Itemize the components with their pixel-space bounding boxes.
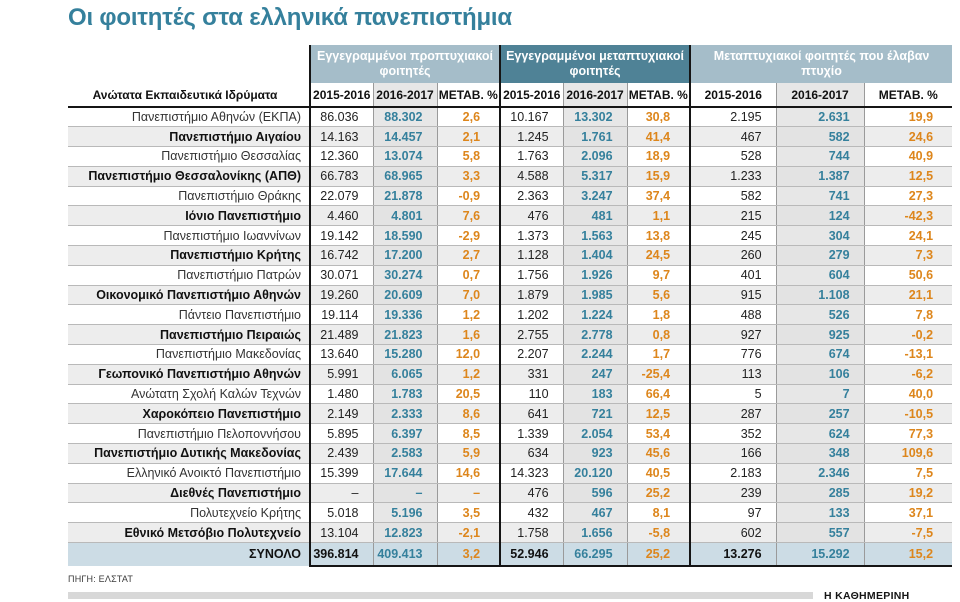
value-year2: –: [373, 483, 437, 503]
value-change-pct: 53,4: [627, 424, 690, 444]
value-change-pct: 8,1: [627, 503, 690, 523]
university-name: Πάντειο Πανεπιστήμιο: [68, 305, 310, 325]
value-year2: 20.120: [563, 463, 627, 483]
value-year2: 1.761: [563, 127, 627, 147]
value-year1: 528: [690, 147, 776, 167]
value-year2: 12.823: [373, 523, 437, 543]
table-row: [68, 186, 952, 206]
value-year1: 12.360: [310, 147, 373, 167]
value-change-pct: 5,9: [437, 444, 500, 464]
value-year2: 2.778: [563, 325, 627, 345]
value-year1: 97: [690, 503, 776, 523]
value-year2: 21.878: [373, 186, 437, 206]
value-year1: 13.104: [310, 523, 373, 543]
table-row: [68, 503, 952, 523]
value-year2: 133: [776, 503, 864, 523]
value-change-pct: 13,8: [627, 226, 690, 246]
publisher-credit: Η ΚΑΘΗΜΕΡΙΝΗ: [824, 589, 910, 602]
value-year2: 5.196: [373, 503, 437, 523]
value-year1: 467: [690, 127, 776, 147]
value-year1: 488: [690, 305, 776, 325]
value-change-pct: 5,8: [437, 147, 500, 167]
value-year2: 13.074: [373, 147, 437, 167]
value-change-pct: 0,8: [627, 325, 690, 345]
value-change-pct: 8,6: [437, 404, 500, 424]
university-name: Ελληνικό Ανοικτό Πανεπιστήμιο: [68, 463, 310, 483]
university-name: Πανεπιστήμιο Αιγαίου: [68, 127, 310, 147]
value-change-pct: 41,4: [627, 127, 690, 147]
source-note: ΠΗΓΗ: ΕΛΣΤΑΤ: [68, 573, 134, 584]
students-table: [68, 45, 952, 567]
value-year2: 304: [776, 226, 864, 246]
value-year1: 215: [690, 206, 776, 226]
value-change-pct: 40,5: [627, 463, 690, 483]
value-year2: 1.783: [373, 384, 437, 404]
value-year2: 582: [776, 127, 864, 147]
value-year1: 1.756: [500, 265, 563, 285]
university-name: Πανεπιστήμιο Δυτικής Μακεδονίας: [68, 444, 310, 464]
table-row: [68, 226, 952, 246]
value-year1: 19.260: [310, 285, 373, 305]
value-year2: 6.397: [373, 424, 437, 444]
value-change-pct: 12,5: [627, 404, 690, 424]
value-year2: 18.590: [373, 226, 437, 246]
value-year1: 641: [500, 404, 563, 424]
value-year1: 21.489: [310, 325, 373, 345]
value-year2: 20.609: [373, 285, 437, 305]
value-year1: 52.946: [500, 543, 563, 566]
value-year1: 396.814: [310, 543, 373, 566]
table-row: [68, 444, 952, 464]
value-year2: 624: [776, 424, 864, 444]
table-row: [68, 107, 952, 127]
value-change-pct: 1,2: [437, 305, 500, 325]
value-change-pct: -10,5: [864, 404, 952, 424]
value-year1: 1.373: [500, 226, 563, 246]
value-year2: 13.302: [563, 107, 627, 127]
value-change-pct: 12,0: [437, 345, 500, 365]
value-year1: 331: [500, 364, 563, 384]
table-row: [68, 404, 952, 424]
value-year2: 5.317: [563, 166, 627, 186]
value-year2: 7: [776, 384, 864, 404]
table-row: [68, 265, 952, 285]
group-header-undergraduate: Εγγεγραμμένοι προπτυχιακοί φοιτητές: [310, 45, 500, 83]
university-name: Πολυτεχνείο Κρήτης: [68, 503, 310, 523]
value-change-pct: -2,9: [437, 226, 500, 246]
value-year2: 247: [563, 364, 627, 384]
corner-cell: [68, 45, 310, 83]
value-change-pct: -42,3: [864, 206, 952, 226]
value-year1: 16.742: [310, 246, 373, 266]
value-year1: 602: [690, 523, 776, 543]
value-change-pct: 1,8: [627, 305, 690, 325]
value-year1: 1.202: [500, 305, 563, 325]
value-year2: 4.801: [373, 206, 437, 226]
value-change-pct: 3,5: [437, 503, 500, 523]
value-year1: 15.399: [310, 463, 373, 483]
university-name: Πανεπιστήμιο Πατρών: [68, 265, 310, 285]
value-year2: 526: [776, 305, 864, 325]
value-change-pct: 109,6: [864, 444, 952, 464]
table-row: [68, 206, 952, 226]
value-year1: 2.207: [500, 345, 563, 365]
value-year2: 15.292: [776, 543, 864, 566]
value-year2: 1.108: [776, 285, 864, 305]
value-year1: 4.588: [500, 166, 563, 186]
total-label: ΣΥΝΟΛΟ: [68, 543, 310, 566]
value-change-pct: 1,7: [627, 345, 690, 365]
value-year2: 1.224: [563, 305, 627, 325]
university-name: Ανώτατη Σχολή Καλών Τεχνών: [68, 384, 310, 404]
value-change-pct: 1,1: [627, 206, 690, 226]
value-change-pct: -0,2: [864, 325, 952, 345]
value-year1: 2.439: [310, 444, 373, 464]
university-name: Πανεπιστήμιο Αθηνών (ΕΚΠΑ): [68, 107, 310, 127]
value-year2: 1.387: [776, 166, 864, 186]
university-name: Πανεπιστήμιο Πειραιώς: [68, 325, 310, 345]
value-year1: 927: [690, 325, 776, 345]
value-year2: 557: [776, 523, 864, 543]
value-change-pct: -13,1: [864, 345, 952, 365]
table-row: [68, 246, 952, 266]
value-change-pct: 25,2: [627, 543, 690, 566]
value-change-pct: 37,4: [627, 186, 690, 206]
value-year1: 1.480: [310, 384, 373, 404]
value-year2: 279: [776, 246, 864, 266]
col-header-year1: 2015-2016: [310, 83, 373, 107]
value-year2: 2.054: [563, 424, 627, 444]
value-change-pct: 14,6: [437, 463, 500, 483]
value-year2: 744: [776, 147, 864, 167]
value-change-pct: 7,3: [864, 246, 952, 266]
value-change-pct: 7,5: [864, 463, 952, 483]
value-year1: 66.783: [310, 166, 373, 186]
value-change-pct: 3,3: [437, 166, 500, 186]
value-year2: 2.333: [373, 404, 437, 424]
value-year1: 260: [690, 246, 776, 266]
col-header-year1: 2015-2016: [690, 83, 776, 107]
value-change-pct: 5,6: [627, 285, 690, 305]
value-year1: 30.071: [310, 265, 373, 285]
value-change-pct: 27,3: [864, 186, 952, 206]
table-row: [68, 463, 952, 483]
footer: [68, 574, 952, 602]
value-year1: 476: [500, 206, 563, 226]
value-year1: 5.018: [310, 503, 373, 523]
university-name: Οικονομικό Πανεπιστήμιο Αθηνών: [68, 285, 310, 305]
value-year1: 5: [690, 384, 776, 404]
col-header-year2: 2016-2017: [776, 83, 864, 107]
value-year2: 17.644: [373, 463, 437, 483]
value-year1: 915: [690, 285, 776, 305]
value-year1: 1.879: [500, 285, 563, 305]
value-change-pct: 45,6: [627, 444, 690, 464]
value-change-pct: -2,1: [437, 523, 500, 543]
value-change-pct: 9,7: [627, 265, 690, 285]
table-body: [68, 107, 952, 566]
value-change-pct: 21,1: [864, 285, 952, 305]
value-year1: 5.895: [310, 424, 373, 444]
table-row: [68, 166, 952, 186]
col-header-change: ΜΕΤΑΒ. %: [437, 83, 500, 107]
university-name: Πανεπιστήμιο Θεσσαλονίκης (ΑΠΘ): [68, 166, 310, 186]
university-name: Εθνικό Μετσόβιο Πολυτεχνείο: [68, 523, 310, 543]
university-name: Πανεπιστήμιο Μακεδονίας: [68, 345, 310, 365]
value-change-pct: -25,4: [627, 364, 690, 384]
value-year2: 467: [563, 503, 627, 523]
value-year2: 674: [776, 345, 864, 365]
value-year1: 352: [690, 424, 776, 444]
value-year1: 22.079: [310, 186, 373, 206]
value-change-pct: 37,1: [864, 503, 952, 523]
value-year1: 582: [690, 186, 776, 206]
sub-header-row: [68, 83, 952, 107]
value-year1: 1.763: [500, 147, 563, 167]
value-change-pct: 19,9: [864, 107, 952, 127]
value-change-pct: 12,5: [864, 166, 952, 186]
value-change-pct: -0,9: [437, 186, 500, 206]
col-header-change: ΜΕΤΑΒ. %: [627, 83, 690, 107]
value-year2: 721: [563, 404, 627, 424]
total-row: [68, 543, 952, 566]
col-header-year2: 2016-2017: [373, 83, 437, 107]
value-year1: 1.128: [500, 246, 563, 266]
value-year2: 1.926: [563, 265, 627, 285]
table-row: [68, 523, 952, 543]
university-name: Χαροκόπειο Πανεπιστήμιο: [68, 404, 310, 424]
col-header-year1: 2015-2016: [500, 83, 563, 107]
value-year2: 17.200: [373, 246, 437, 266]
table-row: [68, 345, 952, 365]
value-year2: 183: [563, 384, 627, 404]
value-year2: 15.280: [373, 345, 437, 365]
value-year2: 604: [776, 265, 864, 285]
value-year1: 5.991: [310, 364, 373, 384]
value-year1: 110: [500, 384, 563, 404]
value-year2: 1.404: [563, 246, 627, 266]
value-year2: 6.065: [373, 364, 437, 384]
value-year1: 2.149: [310, 404, 373, 424]
value-change-pct: -6,2: [864, 364, 952, 384]
value-year2: 2.583: [373, 444, 437, 464]
value-year2: 124: [776, 206, 864, 226]
value-change-pct: 30,8: [627, 107, 690, 127]
value-year1: 4.460: [310, 206, 373, 226]
university-name: Πανεπιστήμιο Κρήτης: [68, 246, 310, 266]
value-year1: 86.036: [310, 107, 373, 127]
value-year2: 106: [776, 364, 864, 384]
value-year1: 2.183: [690, 463, 776, 483]
value-year1: 14.323: [500, 463, 563, 483]
group-header-degrees-awarded: Μεταπτυχιακοί φοιτητές που έλαβαν πτυχίο: [690, 45, 952, 83]
value-year1: 1.233: [690, 166, 776, 186]
value-year2: 66.295: [563, 543, 627, 566]
value-year2: 3.247: [563, 186, 627, 206]
value-year2: 19.336: [373, 305, 437, 325]
value-year2: 596: [563, 483, 627, 503]
value-change-pct: 2,6: [437, 107, 500, 127]
value-change-pct: 24,6: [864, 127, 952, 147]
value-change-pct: 2,1: [437, 127, 500, 147]
col-header-year2: 2016-2017: [563, 83, 627, 107]
value-year2: 1.985: [563, 285, 627, 305]
value-year2: 2.096: [563, 147, 627, 167]
value-year1: 113: [690, 364, 776, 384]
value-change-pct: 15,9: [627, 166, 690, 186]
value-year1: 1.339: [500, 424, 563, 444]
value-change-pct: 40,9: [864, 147, 952, 167]
value-change-pct: 40,0: [864, 384, 952, 404]
university-name: Πανεπιστήμιο Ιωαννίνων: [68, 226, 310, 246]
value-year1: 13.276: [690, 543, 776, 566]
table-row: [68, 147, 952, 167]
value-year1: 19.142: [310, 226, 373, 246]
value-year2: 481: [563, 206, 627, 226]
value-year2: 257: [776, 404, 864, 424]
value-change-pct: 0,7: [437, 265, 500, 285]
value-year2: 2.346: [776, 463, 864, 483]
value-change-pct: 77,3: [864, 424, 952, 444]
value-year1: 401: [690, 265, 776, 285]
value-year1: 245: [690, 226, 776, 246]
value-change-pct: 24,1: [864, 226, 952, 246]
table-row: [68, 483, 952, 503]
value-year2: 1.563: [563, 226, 627, 246]
value-change-pct: 50,6: [864, 265, 952, 285]
value-year2: 2.244: [563, 345, 627, 365]
table-row: [68, 364, 952, 384]
value-year2: 741: [776, 186, 864, 206]
value-year2: 285: [776, 483, 864, 503]
value-year2: 2.631: [776, 107, 864, 127]
table-row: [68, 305, 952, 325]
value-year2: 21.823: [373, 325, 437, 345]
value-change-pct: 24,5: [627, 246, 690, 266]
university-name: Διεθνές Πανεπιστήμιο: [68, 483, 310, 503]
value-year1: 239: [690, 483, 776, 503]
value-change-pct: -7,5: [864, 523, 952, 543]
group-header-postgraduate: Εγγεγραμμένοι μεταπτυχιακοί φοιτητές: [500, 45, 690, 83]
value-change-pct: 20,5: [437, 384, 500, 404]
value-year2: 925: [776, 325, 864, 345]
value-year1: –: [310, 483, 373, 503]
value-year2: 88.302: [373, 107, 437, 127]
value-change-pct: -5,8: [627, 523, 690, 543]
value-year2: 409.413: [373, 543, 437, 566]
value-change-pct: –: [437, 483, 500, 503]
value-year1: 1.758: [500, 523, 563, 543]
group-header-row: [68, 45, 952, 83]
value-year1: 776: [690, 345, 776, 365]
footer-bar: [68, 592, 813, 599]
page-title: Οι φοιτητές στα ελληνικά πανεπιστήμια: [68, 4, 512, 31]
value-change-pct: 7,8: [864, 305, 952, 325]
value-year2: 348: [776, 444, 864, 464]
university-name: Ιόνιο Πανεπιστήμιο: [68, 206, 310, 226]
value-year1: 432: [500, 503, 563, 523]
table-row: [68, 384, 952, 404]
value-year1: 10.167: [500, 107, 563, 127]
value-change-pct: 7,0: [437, 285, 500, 305]
value-year2: 1.656: [563, 523, 627, 543]
value-year1: 634: [500, 444, 563, 464]
university-name: Πανεπιστήμιο Πελοποννήσου: [68, 424, 310, 444]
value-year1: 13.640: [310, 345, 373, 365]
value-change-pct: 3,2: [437, 543, 500, 566]
value-year1: 2.755: [500, 325, 563, 345]
table-row: [68, 424, 952, 444]
col-header-change: ΜΕΤΑΒ. %: [864, 83, 952, 107]
value-change-pct: 25,2: [627, 483, 690, 503]
university-name: Πανεπιστήμιο Θράκης: [68, 186, 310, 206]
university-name: Πανεπιστήμιο Θεσσαλίας: [68, 147, 310, 167]
value-year1: 2.363: [500, 186, 563, 206]
table-row: [68, 285, 952, 305]
value-change-pct: 7,6: [437, 206, 500, 226]
value-year1: 19.114: [310, 305, 373, 325]
value-year2: 30.274: [373, 265, 437, 285]
value-change-pct: 1,6: [437, 325, 500, 345]
value-change-pct: 15,2: [864, 543, 952, 566]
value-change-pct: 18,9: [627, 147, 690, 167]
value-year1: 14.163: [310, 127, 373, 147]
value-change-pct: 66,4: [627, 384, 690, 404]
value-change-pct: 8,5: [437, 424, 500, 444]
value-year1: 287: [690, 404, 776, 424]
value-year2: 923: [563, 444, 627, 464]
table-row: [68, 127, 952, 147]
value-change-pct: 2,7: [437, 246, 500, 266]
value-year2: 14.457: [373, 127, 437, 147]
row-header-institutions: Ανώτατα Εκπαιδευτικά Ιδρύματα: [68, 83, 310, 107]
value-year1: 476: [500, 483, 563, 503]
value-change-pct: 1,2: [437, 364, 500, 384]
value-change-pct: 19,2: [864, 483, 952, 503]
value-year1: 1.245: [500, 127, 563, 147]
table-row: [68, 325, 952, 345]
value-year2: 68.965: [373, 166, 437, 186]
value-year1: 166: [690, 444, 776, 464]
value-year1: 2.195: [690, 107, 776, 127]
university-name: Γεωπονικό Πανεπιστήμιο Αθηνών: [68, 364, 310, 384]
